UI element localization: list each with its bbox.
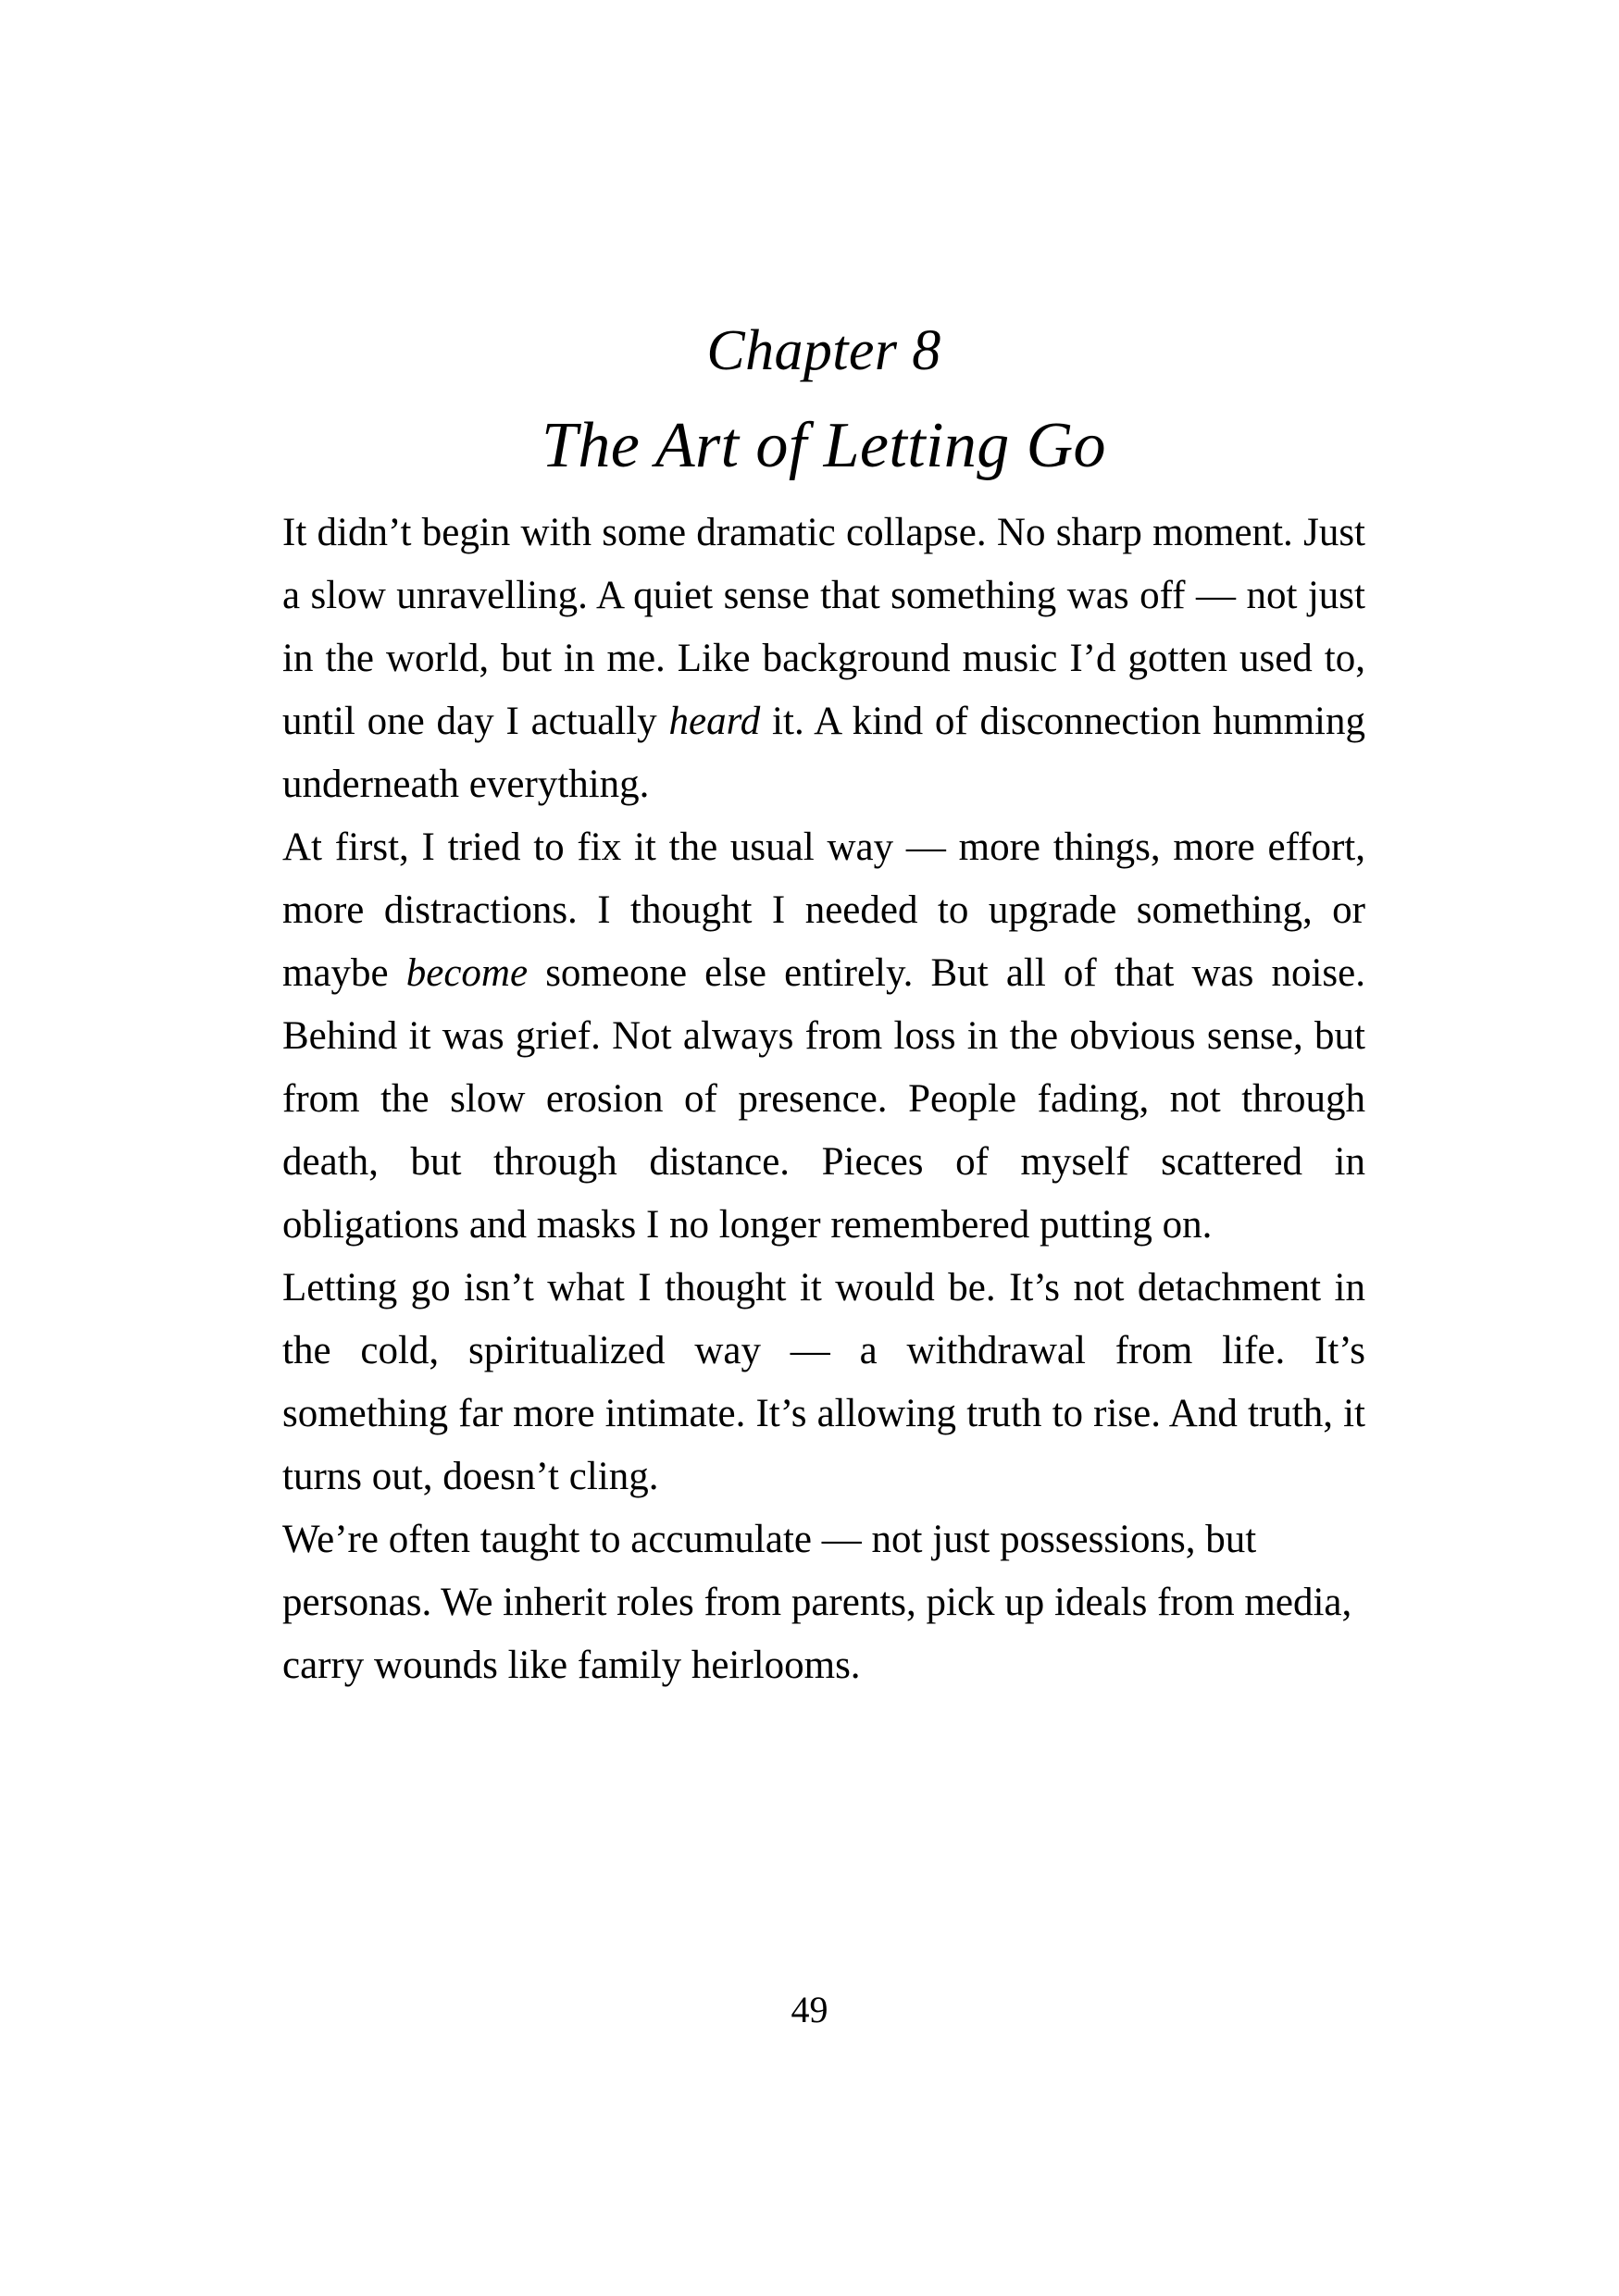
chapter-title: The Art of Letting Go	[542, 410, 1106, 481]
page-number: 49	[791, 1989, 828, 2030]
chapter-label: Chapter 8	[706, 319, 941, 382]
emphasized-word: become	[405, 951, 529, 995]
emphasized-word: heard	[668, 700, 761, 743]
page-content	[282, 315, 1365, 1697]
body-paragraph: Letting go isn’t what I thought it would be. It’s not detachment in the cold, spiritualized way — a withdrawal from life. It’s something far more intimate. It’s allowing truth to rise. And truth, it turns out, doesn’t cling.	[282, 1266, 1365, 1498]
body-paragraph: It didn’t begin with some dramatic collapse. No sharp moment. Just a slow unravelling. A quiet sense that something was off — not just in the world, but in me. Like background music I’d gotten used to, until one day I actually heard it. A kind of disconnection humming underneath everything.	[282, 511, 1365, 806]
body-paragraph: We’re often taught to accumulate — not just possessions, but personas. We inherit roles from parents, pick up ideals from media, carry wounds like family heirlooms.	[282, 1518, 1352, 1687]
body-text	[282, 502, 1365, 1697]
body-paragraph: At first, I tried to fix it the usual way — more things, more effort, more distractions. I thought I needed to upgrade something, or maybe become someone else entirely. But all of that was noise. Behind it was grief. Not always from loss in the obvious sense, but from the slow erosion of presence. People fading, not through death, but through distance. Pieces of myself scattered in obligations and masks I no longer remembered putting on.	[282, 825, 1365, 1247]
